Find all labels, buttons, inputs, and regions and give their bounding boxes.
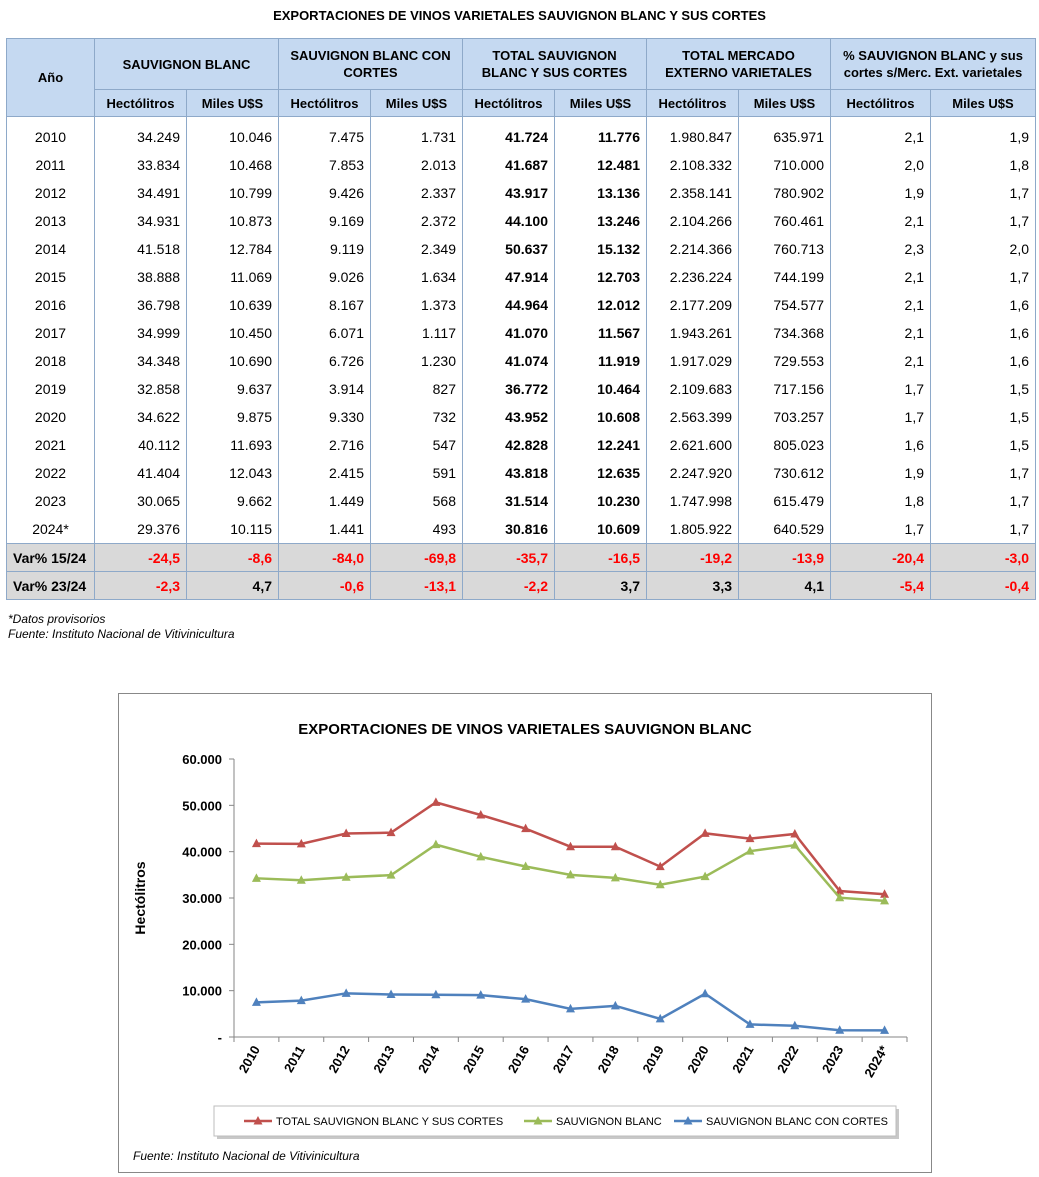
value-cell: 42.828 (463, 431, 555, 459)
value-cell: 1.634 (371, 263, 463, 291)
table-row (7, 515, 1036, 544)
variation-cell: 4,1 (739, 572, 831, 600)
variation-cell: -35,7 (463, 544, 555, 572)
year-cell: 2017 (7, 319, 95, 347)
value-cell: 1,7 (931, 263, 1036, 291)
value-cell: 1,7 (931, 179, 1036, 207)
legend-label: TOTAL SAUVIGNON BLANC Y SUS CORTES (276, 1116, 504, 1128)
variation-cell: -13,1 (371, 572, 463, 600)
value-cell: 1,7 (931, 459, 1036, 487)
table-row (7, 347, 1036, 375)
table-notes (8, 612, 235, 642)
value-cell: 10.464 (555, 375, 647, 403)
x-tick-label: 2011 (280, 1043, 308, 1075)
variation-cell: -2,2 (463, 572, 555, 600)
x-tick-label: 2020 (684, 1043, 712, 1076)
value-cell: 43.952 (463, 403, 555, 431)
value-cell: 2,0 (831, 151, 931, 179)
value-cell: 34.931 (95, 207, 187, 235)
table-row (7, 431, 1036, 459)
group-header: SAUVIGNON BLANC CON CORTES (279, 39, 463, 90)
value-cell: 2,0 (931, 235, 1036, 263)
variation-cell: -16,5 (555, 544, 647, 572)
value-cell: 44.100 (463, 207, 555, 235)
value-cell: 43.818 (463, 459, 555, 487)
chart-svg (119, 694, 931, 1172)
table-title: EXPORTACIONES DE VINOS VARIETALES SAUVIGNON BLANC Y SUS CORTES (273, 8, 766, 23)
value-cell: 41.074 (463, 347, 555, 375)
year-cell: 2013 (7, 207, 95, 235)
value-cell: 1,6 (931, 319, 1036, 347)
data-point (431, 840, 440, 849)
value-cell: 2.108.332 (647, 151, 739, 179)
value-cell: 1,9 (831, 179, 931, 207)
x-tick-label: 2024* (861, 1043, 892, 1080)
table-row (7, 179, 1036, 207)
y-tick-label: 60.000 (182, 752, 222, 767)
table-row (7, 459, 1036, 487)
value-cell: 12.012 (555, 291, 647, 319)
value-cell: 640.529 (739, 515, 831, 544)
value-cell: 1,6 (831, 431, 931, 459)
value-cell: 7.853 (279, 151, 371, 179)
value-cell: 1,7 (831, 375, 931, 403)
group-header: TOTAL MERCADO EXTERNO VARIETALES (647, 39, 831, 90)
value-cell: 30.816 (463, 515, 555, 544)
value-cell: 12.043 (187, 459, 279, 487)
value-cell: 10.468 (187, 151, 279, 179)
value-cell: 2.621.600 (647, 431, 739, 459)
value-cell: 10.230 (555, 487, 647, 515)
value-cell: 34.491 (95, 179, 187, 207)
value-cell: 36.798 (95, 291, 187, 319)
group-header: TOTAL SAUVIGNON BLANC Y SUS CORTES (463, 39, 647, 90)
value-cell: 1,7 (931, 207, 1036, 235)
subheader-cell: Miles U$S (371, 90, 463, 117)
table-row (7, 319, 1036, 347)
subheader-cell: Hectólitros (95, 90, 187, 117)
table-row (7, 263, 1036, 291)
x-tick-label: 2018 (594, 1043, 622, 1076)
value-cell: 1,7 (831, 515, 931, 544)
table-row (7, 151, 1036, 179)
table-row (7, 291, 1036, 319)
value-cell: 710.000 (739, 151, 831, 179)
value-cell: 1,7 (831, 403, 931, 431)
group-header: % SAUVIGNON BLANC y sus cortes s/Merc. Ext. varietales (831, 39, 1036, 90)
value-cell: 12.481 (555, 151, 647, 179)
x-tick-label: 2019 (639, 1043, 667, 1076)
value-cell: 1.117 (371, 319, 463, 347)
value-cell: 1.373 (371, 291, 463, 319)
value-cell: 12.241 (555, 431, 647, 459)
value-cell: 10.609 (555, 515, 647, 544)
value-cell: 38.888 (95, 263, 187, 291)
variation-cell: -69,8 (371, 544, 463, 572)
data-point (701, 989, 710, 998)
value-cell: 2.236.224 (647, 263, 739, 291)
value-cell: 1,5 (931, 431, 1036, 459)
value-cell: 615.479 (739, 487, 831, 515)
value-cell: 1.805.922 (647, 515, 739, 544)
value-cell: 12.784 (187, 235, 279, 263)
year-cell: 2015 (7, 263, 95, 291)
subheader-cell: Hectólitros (279, 90, 371, 117)
value-cell: 734.368 (739, 319, 831, 347)
x-tick-label: 2015 (459, 1043, 488, 1076)
value-cell: 635.971 (739, 117, 831, 152)
value-cell: 2.109.683 (647, 375, 739, 403)
x-tick-label: 2017 (549, 1043, 578, 1076)
subheader-cell: Miles U$S (187, 90, 279, 117)
year-cell: 2019 (7, 375, 95, 403)
value-cell: 732 (371, 403, 463, 431)
value-cell: 2.372 (371, 207, 463, 235)
value-cell: 1.943.261 (647, 319, 739, 347)
year-cell: 2021 (7, 431, 95, 459)
value-cell: 8.167 (279, 291, 371, 319)
value-cell: 9.330 (279, 403, 371, 431)
value-cell: 1.747.998 (647, 487, 739, 515)
value-cell: 9.119 (279, 235, 371, 263)
value-cell: 827 (371, 375, 463, 403)
value-cell: 34.348 (95, 347, 187, 375)
exports-table (6, 38, 1036, 600)
variation-cell: 3,3 (647, 572, 739, 600)
value-cell: 12.635 (555, 459, 647, 487)
value-cell: 1,6 (931, 347, 1036, 375)
value-cell: 2,1 (831, 263, 931, 291)
value-cell: 9.875 (187, 403, 279, 431)
value-cell: 780.902 (739, 179, 831, 207)
value-cell: 41.687 (463, 151, 555, 179)
value-cell: 34.622 (95, 403, 187, 431)
variation-cell: -13,9 (739, 544, 831, 572)
x-tick-label: 2016 (504, 1043, 533, 1076)
table-row (7, 207, 1036, 235)
value-cell: 44.964 (463, 291, 555, 319)
value-cell: 9.637 (187, 375, 279, 403)
value-cell: 760.713 (739, 235, 831, 263)
value-cell: 2,1 (831, 291, 931, 319)
value-cell: 13.246 (555, 207, 647, 235)
value-cell: 1.441 (279, 515, 371, 544)
value-cell: 9.026 (279, 263, 371, 291)
value-cell: 31.514 (463, 487, 555, 515)
year-cell: 2010 (7, 117, 95, 152)
variation-cell: -20,4 (831, 544, 931, 572)
y-tick-label: 40.000 (182, 844, 222, 860)
variation-cell: -8,6 (187, 544, 279, 572)
subheader-cell: Hectólitros (831, 90, 931, 117)
value-cell: 2.177.209 (647, 291, 739, 319)
subheader-cell: Hectólitros (463, 90, 555, 117)
y-tick-label: 50.000 (182, 798, 222, 814)
legend-label: SAUVIGNON BLANC (556, 1116, 662, 1128)
value-cell: 1.917.029 (647, 347, 739, 375)
value-cell: 2.349 (371, 235, 463, 263)
value-cell: 9.169 (279, 207, 371, 235)
value-cell: 41.404 (95, 459, 187, 487)
y-tick-label: 30.000 (182, 891, 222, 906)
value-cell: 2,3 (831, 235, 931, 263)
variation-row (7, 572, 1036, 600)
year-cell: 2014 (7, 235, 95, 263)
value-cell: 1.731 (371, 117, 463, 152)
subheader-cell: Miles U$S (931, 90, 1036, 117)
value-cell: 10.115 (187, 515, 279, 544)
value-cell: 2,1 (831, 319, 931, 347)
value-cell: 10.450 (187, 319, 279, 347)
value-cell: 47.914 (463, 263, 555, 291)
table-row (7, 235, 1036, 263)
value-cell: 1,8 (831, 487, 931, 515)
chart-title: EXPORTACIONES DE VINOS VARIETALES SAUVIGNON BLANC (298, 721, 752, 738)
value-cell: 2.214.366 (647, 235, 739, 263)
value-cell: 10.873 (187, 207, 279, 235)
year-cell: 2018 (7, 347, 95, 375)
value-cell: 1,7 (931, 515, 1036, 544)
subheader-cell: Miles U$S (739, 90, 831, 117)
x-tick-label: 2010 (235, 1043, 264, 1076)
value-cell: 15.132 (555, 235, 647, 263)
value-cell: 1,5 (931, 403, 1036, 431)
y-axis-label: Hectólitros (132, 861, 148, 935)
variation-cell: 4,7 (187, 572, 279, 600)
subheader-cell: Hectólitros (647, 90, 739, 117)
value-cell: 29.376 (95, 515, 187, 544)
x-tick-label: 2021 (729, 1043, 757, 1076)
value-cell: 547 (371, 431, 463, 459)
variation-cell: 3,7 (555, 572, 647, 600)
value-cell: 744.199 (739, 263, 831, 291)
table-row (7, 403, 1036, 431)
x-tick-label: 2013 (370, 1043, 398, 1076)
value-cell: 13.136 (555, 179, 647, 207)
value-cell: 9.662 (187, 487, 279, 515)
x-tick-label: 2023 (818, 1043, 847, 1076)
value-cell: 1,9 (931, 117, 1036, 152)
table-source: Fuente: Instituto Nacional de Vitivinicultura (8, 627, 235, 641)
x-tick-label: 2022 (773, 1043, 802, 1076)
y-tick-label: 10.000 (182, 983, 222, 999)
value-cell: 41.518 (95, 235, 187, 263)
year-cell: 2020 (7, 403, 95, 431)
year-cell: 2011 (7, 151, 95, 179)
value-cell: 33.834 (95, 151, 187, 179)
value-cell: 40.112 (95, 431, 187, 459)
table-row (7, 117, 1036, 152)
value-cell: 11.919 (555, 347, 647, 375)
value-cell: 32.858 (95, 375, 187, 403)
value-cell: 493 (371, 515, 463, 544)
table-row (7, 375, 1036, 403)
value-cell: 805.023 (739, 431, 831, 459)
value-cell: 1,8 (931, 151, 1036, 179)
value-cell: 2.247.920 (647, 459, 739, 487)
value-cell: 12.703 (555, 263, 647, 291)
group-header: SAUVIGNON BLANC (95, 39, 279, 90)
value-cell: 1.449 (279, 487, 371, 515)
value-cell: 36.772 (463, 375, 555, 403)
value-cell: 1,5 (931, 375, 1036, 403)
value-cell: 568 (371, 487, 463, 515)
value-cell: 6.071 (279, 319, 371, 347)
variation-cell: -24,5 (95, 544, 187, 572)
year-cell: 2016 (7, 291, 95, 319)
value-cell: 2.563.399 (647, 403, 739, 431)
value-cell: 1.230 (371, 347, 463, 375)
variation-label: Var% 23/24 (7, 572, 95, 600)
variation-label: Var% 15/24 (7, 544, 95, 572)
value-cell: 34.249 (95, 117, 187, 152)
value-cell: 10.639 (187, 291, 279, 319)
value-cell: 2.358.141 (647, 179, 739, 207)
value-cell: 2,1 (831, 207, 931, 235)
value-cell: 11.776 (555, 117, 647, 152)
value-cell: 11.567 (555, 319, 647, 347)
value-cell: 703.257 (739, 403, 831, 431)
value-cell: 729.553 (739, 347, 831, 375)
subheader-cell: Miles U$S (555, 90, 647, 117)
y-tick-label: 20.000 (182, 937, 222, 953)
variation-cell: -2,3 (95, 572, 187, 600)
year-cell: 2022 (7, 459, 95, 487)
value-cell: 2,1 (831, 347, 931, 375)
value-cell: 41.070 (463, 319, 555, 347)
value-cell: 34.999 (95, 319, 187, 347)
value-cell: 760.461 (739, 207, 831, 235)
year-header: Año (7, 39, 95, 117)
value-cell: 1,6 (931, 291, 1036, 319)
variation-cell: -84,0 (279, 544, 371, 572)
value-cell: 11.693 (187, 431, 279, 459)
value-cell: 591 (371, 459, 463, 487)
value-cell: 2.716 (279, 431, 371, 459)
provisional-note: *Datos provisorios (8, 612, 106, 626)
data-point (431, 797, 440, 806)
year-cell: 2023 (7, 487, 95, 515)
value-cell: 10.799 (187, 179, 279, 207)
value-cell: 1,7 (931, 487, 1036, 515)
value-cell: 10.690 (187, 347, 279, 375)
year-cell: 2012 (7, 179, 95, 207)
value-cell: 730.612 (739, 459, 831, 487)
table-row (7, 487, 1036, 515)
value-cell: 50.637 (463, 235, 555, 263)
value-cell: 10.608 (555, 403, 647, 431)
x-tick-label: 2012 (325, 1043, 353, 1076)
value-cell: 1,9 (831, 459, 931, 487)
value-cell: 11.069 (187, 263, 279, 291)
value-cell: 2.104.266 (647, 207, 739, 235)
value-cell: 41.724 (463, 117, 555, 152)
chart-source: Fuente: Instituto Nacional de Vitivinicultura (133, 1149, 360, 1163)
value-cell: 10.046 (187, 117, 279, 152)
variation-cell: -19,2 (647, 544, 739, 572)
variation-cell: -0,6 (279, 572, 371, 600)
variation-cell: -3,0 (931, 544, 1036, 572)
legend-label: SAUVIGNON BLANC CON CORTES (706, 1116, 888, 1128)
value-cell: 30.065 (95, 487, 187, 515)
value-cell: 2.337 (371, 179, 463, 207)
variation-cell: -0,4 (931, 572, 1036, 600)
value-cell: 9.426 (279, 179, 371, 207)
variation-row (7, 544, 1036, 572)
value-cell: 2.415 (279, 459, 371, 487)
value-cell: 3.914 (279, 375, 371, 403)
line-chart (118, 693, 932, 1173)
value-cell: 6.726 (279, 347, 371, 375)
value-cell: 1.980.847 (647, 117, 739, 152)
value-cell: 2,1 (831, 117, 931, 152)
value-cell: 7.475 (279, 117, 371, 152)
y-tick-label: - (217, 1030, 222, 1045)
value-cell: 2.013 (371, 151, 463, 179)
x-tick-label: 2014 (415, 1043, 443, 1076)
value-cell: 43.917 (463, 179, 555, 207)
variation-cell: -5,4 (831, 572, 931, 600)
value-cell: 754.577 (739, 291, 831, 319)
year-cell: 2024* (7, 515, 95, 544)
value-cell: 717.156 (739, 375, 831, 403)
